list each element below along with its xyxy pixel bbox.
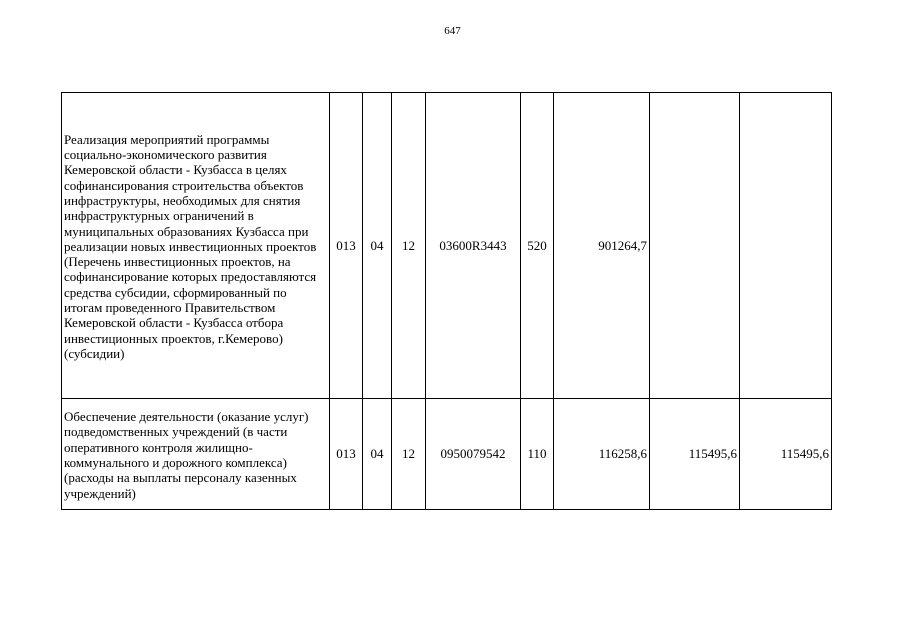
amount-year-3-cell: 115495,6 xyxy=(740,399,832,510)
table-row xyxy=(62,93,832,399)
page-number: 647 xyxy=(444,25,461,37)
ministry-code-cell: 013 xyxy=(330,93,363,399)
expense-type-cell: 520 xyxy=(521,93,554,399)
target-article-cell: 03600R3443 xyxy=(426,93,521,399)
section-code-cell: 04 xyxy=(363,399,392,510)
amount-year-1-cell: 901264,7 xyxy=(554,93,650,399)
target-article-cell: 0950079542 xyxy=(426,399,521,510)
subsection-code-cell: 12 xyxy=(392,93,426,399)
description-cell: Реализация мероприятий программы социально-экономического развития Кемеровской области - Кузбасса в целях софинансирования строительства объектов инфраструктуры, необходимых для снятия инфраструктурных ограничений в муниципальных образованиях Кузбасса при реализации новых инвестиционных проектов (Перечень инвестиционных проектов, на софинансирование которых предоставляются средства субсидии, сформированный по итогам проведенного Правительством Кемеровской области - Кузбасса отбора инвестиционных проектов, г.Кемерово) (субсидии) xyxy=(62,93,330,399)
description-cell: Обеспечение деятельности (оказание услуг) подведомственных учреждений (в части оперативного контроля жилищно-коммунального и дорожного комплекса) (расходы на выплаты персоналу казенных учреждений) xyxy=(62,399,330,510)
amount-year-2-cell: 115495,6 xyxy=(650,399,740,510)
ministry-code-cell: 013 xyxy=(330,399,363,510)
expense-type-cell: 110 xyxy=(521,399,554,510)
amount-year-3-cell xyxy=(740,93,832,399)
amount-year-2-cell xyxy=(650,93,740,399)
section-code-cell: 04 xyxy=(363,93,392,399)
budget-table xyxy=(61,92,832,510)
subsection-code-cell: 12 xyxy=(392,399,426,510)
amount-year-1-cell: 116258,6 xyxy=(554,399,650,510)
table-row xyxy=(62,399,832,510)
